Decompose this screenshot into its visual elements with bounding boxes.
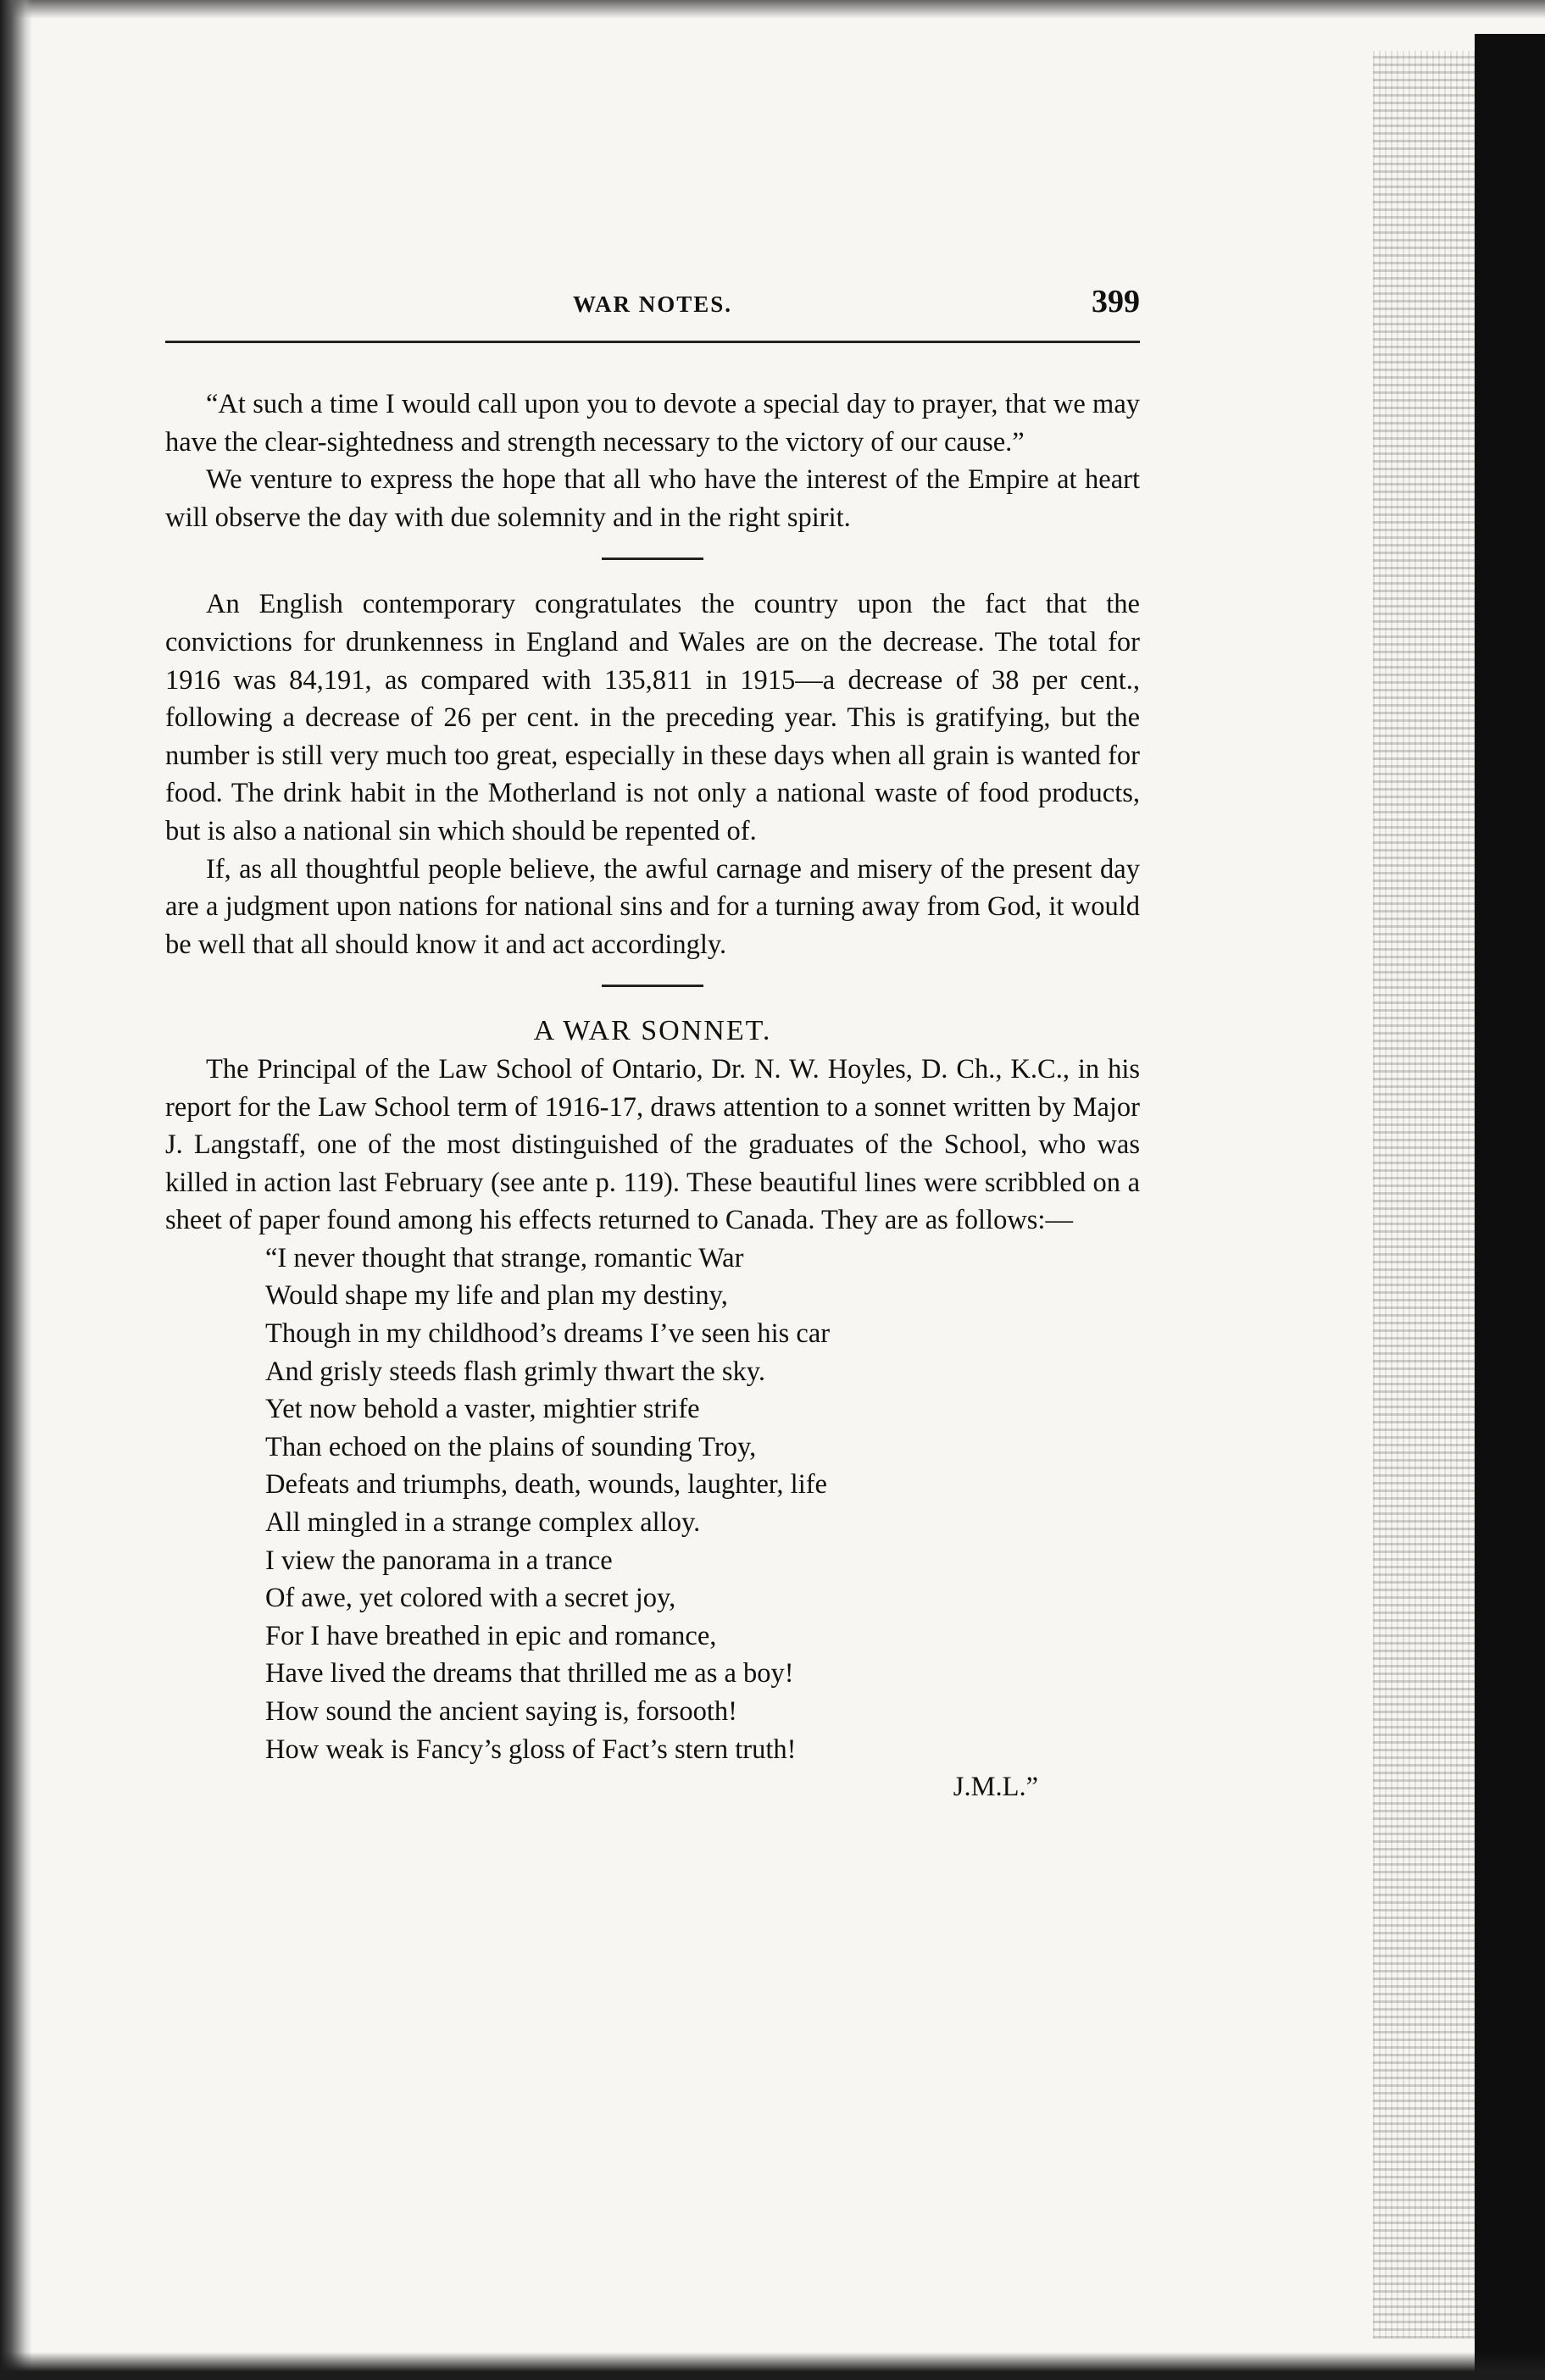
page-number: 399 — [1092, 284, 1140, 319]
poem-line: And grisly steeds flash grimly thwart the sky. — [265, 1356, 766, 1387]
poem-line: Though in my childhood’s dreams I’ve seen his car — [265, 1318, 831, 1350]
paragraph-quote: “At such a time I would call upon you to devote a special day to prayer, that we may have the clear-sightedness and strength necessary to the victory of our cause.” — [165, 389, 1140, 458]
poem-line: Have lived the dreams that thrilled me as a boy! — [265, 1658, 794, 1689]
section-title-war-sonnet: A WAR SONNET. — [533, 1015, 772, 1047]
paragraph-hope: We venture to express the hope that all who have the interest of the Empire at heart will observe the day with due solemnity and in the right spirit. — [165, 464, 1140, 533]
poem-line: I view the panorama in a trance — [265, 1545, 613, 1576]
scan-edge-bottom — [0, 2352, 1545, 2380]
sonnet-poem — [265, 1240, 1138, 1806]
paragraph-drunkenness: An English contemporary congratulates the country upon the fact that the convictions for drunkenness in England and Wales are on the decrease. The total for 1916 was 84,191, as compared with 135,811 in 1915—a decrease of 38 per cent., following a decrease of 26 per cent. in the preceding year. This is gratifying, but the number is still very much too great, especially in these days when all grain is wanted for food. The drink habit in the Motherland is not only a national waste of food products, but is also a national sin which should be repented of. — [165, 589, 1140, 846]
poem-line: How sound the ancient saying is, forsooth! — [265, 1696, 737, 1727]
section-divider — [602, 558, 703, 560]
poem-line: How weak is Fancy’s gloss of Fact’s stern truth! — [265, 1734, 797, 1765]
paragraph-sonnet-intro: The Principal of the Law School of Ontario, Dr. N. W. Hoyles, D. Ch., K.C., in his report for the Law School term of 1916-17, draws attention to a sonnet written by Major J. Langstaff, one of the most distinguished of the graduates of the School, who was killed in action last February (see ante p. 119). These beautiful lines were scribbled on a sheet of paper found among his effects returned to Canada. They are as follows:— — [165, 1053, 1140, 1236]
header-rule — [165, 341, 1140, 343]
page-body — [165, 386, 1140, 1806]
poem-line: “I never thought that strange, romantic War — [265, 1242, 744, 1273]
running-head: WAR NOTES. — [572, 291, 733, 317]
section-divider — [602, 985, 703, 987]
poem-signature: J.M.L.” — [953, 1772, 1038, 1803]
poem-line: Of awe, yet colored with a secret joy, — [265, 1583, 676, 1614]
scan-edge-top — [0, 0, 1545, 19]
poem-line: Defeats and triumphs, death, wounds, laughter, life — [265, 1469, 827, 1501]
poem-line: All mingled in a strange complex alloy. — [265, 1507, 701, 1539]
poem-line: Yet now behold a vaster, mightier strife — [265, 1394, 700, 1425]
page-header — [165, 280, 1140, 330]
paragraph-judgment: If, as all thoughtful people believe, the awful carnage and misery of the present day are a judgment upon nations for national sins and for a turning away from God, it would be well that all should know it and act accordingly. — [165, 853, 1140, 960]
poem-line: For I have breathed in epic and romance, — [265, 1620, 717, 1651]
scan-edge-left — [0, 0, 32, 2380]
scan-speckle-right — [1373, 51, 1475, 2338]
scan-edge-right — [1475, 34, 1545, 2380]
poem-line: Would shape my life and plan my destiny, — [265, 1280, 728, 1312]
poem-line: Than echoed on the plains of sounding Troy, — [265, 1431, 757, 1462]
